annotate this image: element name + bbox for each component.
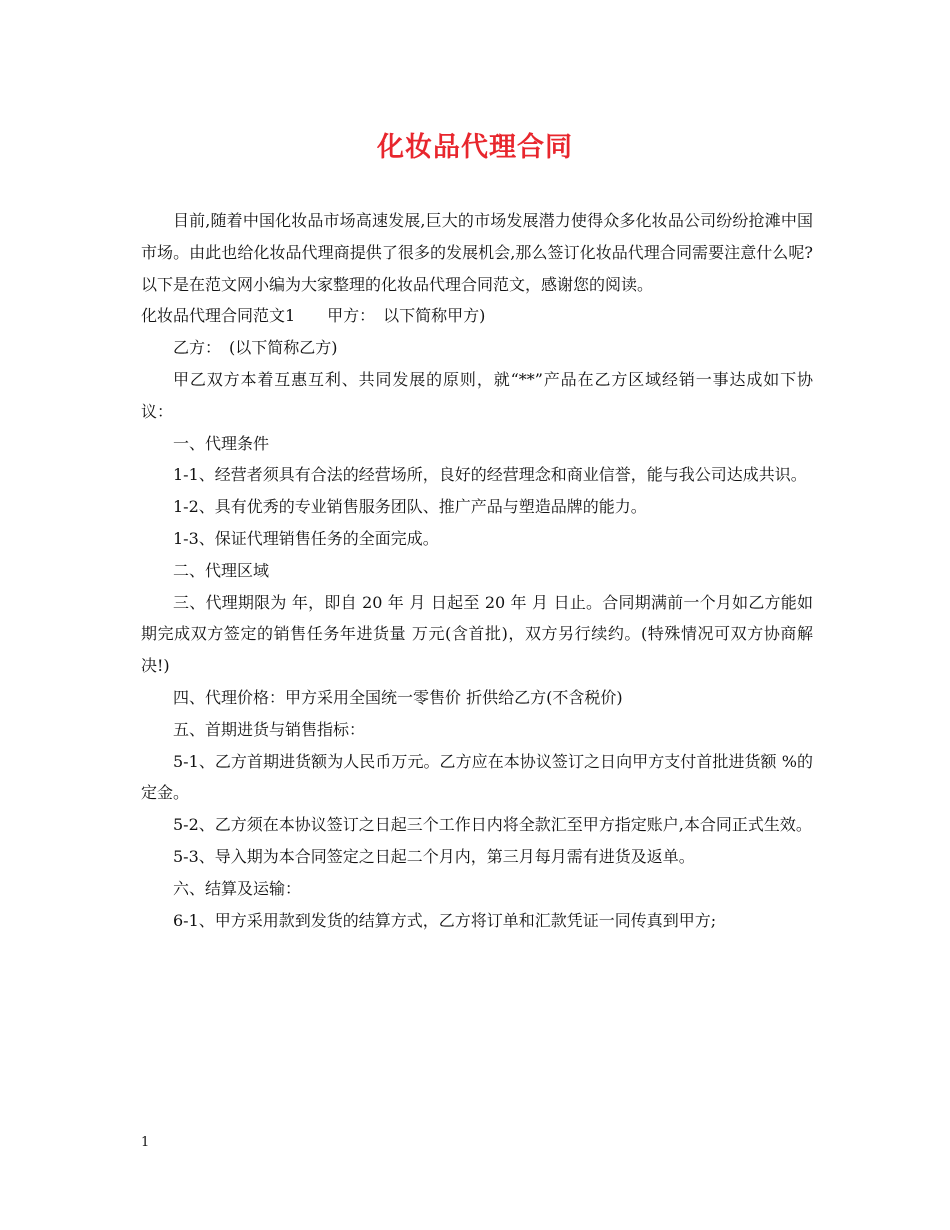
clause-5-3: 5-3、导入期为本合同签定之日起二个月内，第三月每月需有进货及返单。 (173, 846, 695, 866)
paragraph-sample-header: 化妆品代理合同范文1 甲方： 以下简称甲方) (141, 306, 486, 326)
document-title: 化妆品代理合同 (377, 132, 573, 163)
clause-6-1: 6-1、甲方采用款到发货的结算方式，乙方将订单和汇款凭证一同传真到甲方; (173, 910, 717, 930)
section-heading-first-purchase: 五、首期进货与销售指标： (173, 719, 366, 739)
section-heading-conditions: 一、代理条件 (173, 433, 270, 453)
clause-1-1: 1-1、经营者须具有合法的经营场所，良好的经营理念和商业信誉，能与我公司达成共识。 (173, 465, 807, 485)
paragraph-intro: 目前,随着中国化妆品市场高速发展,巨大的市场发展潜力使得众多化妆品公司纷纷抢滩中国市场。由此也给化妆品代理商提供了很多的发展机会,那么签订化妆品代理合同需要注意什么呢?以下是在范文网小编为大家整理的化妆品代理合同范文，感谢您的阅读。 (141, 211, 813, 294)
page-number: 1 (141, 1135, 150, 1150)
clause-1-3: 1-3、保证代理销售任务的全面完成。 (173, 528, 439, 548)
paragraph-party-b: 乙方： (以下简称乙方) (173, 338, 338, 358)
document-body (141, 205, 813, 936)
section-heading-region: 二、代理区域 (173, 560, 270, 580)
clause-1-2: 1-2、具有优秀的专业销售服务团队、推广产品与塑造品牌的能力。 (173, 497, 647, 517)
clause-5-1: 5-1、乙方首期进货额为人民币万元。乙方应在本协议签订之日向甲方支付首批进货额 %的定金。 (141, 751, 813, 803)
clause-5-2: 5-2、乙方须在本协议签订之日起三个工作日内将全款汇至甲方指定账户,本合同正式生效。 (173, 815, 812, 835)
section-heading-settlement: 六、结算及运输： (173, 878, 302, 898)
section-price: 四、代理价格：甲方采用全国统一零售价 折供给乙方(不含税价) (173, 687, 623, 707)
section-term: 三、代理期限为 年，即自 20 年 月 日起至 20 年 月 日止。合同期满前一个月如乙方能如期完成双方签定的销售任务年进货量 万元(含首批)，双方另行续约。(特殊情况可双方协商解决!) (141, 592, 813, 676)
paragraph-agreement: 甲乙双方本着互惠互利、共同发展的原则，就“**”产品在乙方区域经销一事达成如下协议： (141, 369, 813, 421)
